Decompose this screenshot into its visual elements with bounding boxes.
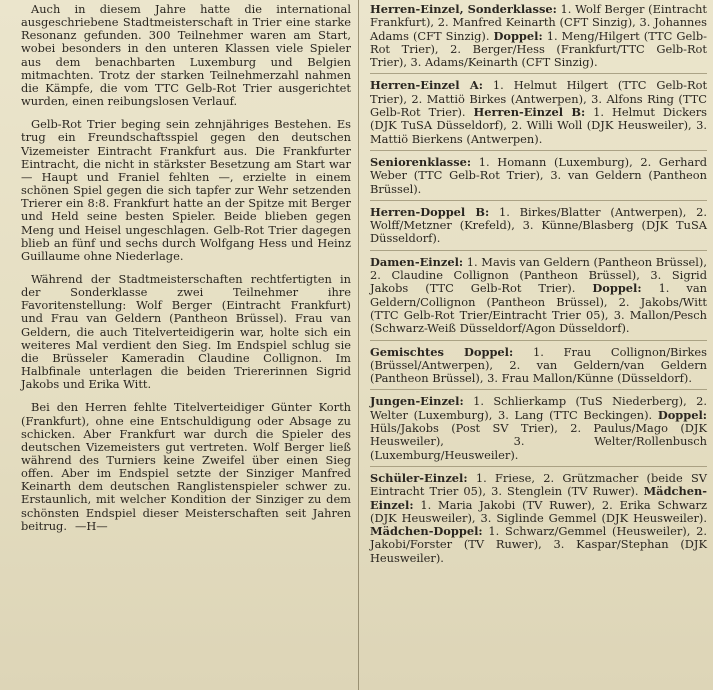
article-paragraph-sonderklasse: Während der Stadtmeisterschaften rechtfertigten in der Sonderklasse zwei Teilnehmer ihre Favoritenstellung: Wolf Berger (Eintracht Frankfurt) und Frau van Geldern (Pantheon Brüssel). Frau van Geldern, die auch Titelverteidigerin war, holte sich ein weiteres Mal verdient den Sieg. Im Endspiel schlug sie die Brüsseler Kameradin Claudine Collignon. Im Halbfinale unterlagen die beiden Triererinnen Sigrid Jakobs und Erika Witt.: [21, 271, 351, 392]
article-paragraph-herren: [21, 401, 351, 533]
result-herren-doppel-b: [370, 206, 707, 246]
category-label: Herren-Einzel B:: [473, 105, 586, 120]
category-label: Schüler-Einzel:: [370, 470, 468, 485]
section-rule: [370, 200, 707, 201]
result-herren-sonderklasse: [370, 3, 707, 69]
article-paragraph-anniversary: Gelb-Rot Trier beging sein zehnjähriges Bestehen. Es trug ein Freundschaftsspiel gegen den deutschen Vizemeister Eintracht Frankfurt aus. Die Frankfurter Eintracht, die nicht in stärkster Besetzung am Start war — Haupt und Franiel fehlten —, erzielte in einem schönen Spiel gegen die sich tapfer zur Wehr setzenden Trierer ein 8:8. Frankfurt hatte an der Spitze mit Berger und Held seine besten Spieler. Beide blieben gegen Meng und Heisel ungeschlagen. Gelb-Rot Trier dagegen blieb an fünf und sechs durch Wolfgang Hess und Heinz Guillaume ohne Niederlage.: [21, 117, 351, 263]
result-jungen: [370, 395, 707, 461]
result-text: 1. Frau Collignon/Birkes (Brüssel/Antwerpen), 2. van Geldern/van Geldern (Pantheon Brüssel), 3. Frau Mallon/Künne (Düsseldorf).: [370, 344, 707, 386]
section-rule: [370, 150, 707, 151]
result-text: 1. Schlierkamp (TuS Niederberg), 2. Welter (Luxemburg), 3. Lang (TTC Beckingen).: [370, 394, 707, 422]
results-column: [359, 0, 713, 690]
category-label: Gemischtes Doppel:: [370, 344, 514, 359]
category-label: Herren-Einzel, Sonderklasse:: [370, 2, 557, 16]
result-text: 1. van Geldern/Collignon (Pantheon Brüssel), 2. Jakobs/Witt (TTC Gelb-Rot Trier/Eintracht Trier 05), 3. Mallon/Pesch (Schwarz-Weiß Düsseldorf/Agon Düsseldorf).: [370, 281, 707, 336]
result-gemischtes-doppel: [370, 346, 707, 386]
result-text: 1. Helmut Dickers (DJK TuSA Düsseldorf), 2. Willi Woll (DJK Heusweiler), 3. Mattiö Bierkens (Antwerpen).: [370, 105, 708, 146]
result-text: 1. Homann (Luxemburg), 2. Gerhard Weber (TTC Gelb-Rot Trier), 3. van Geldern (Pantheon Brüssel).: [370, 154, 707, 196]
result-text: 1. Birkes/Blatter (Antwerpen), 2. Wolff/Metzner (Krefeld), 3. Künne/Blasberg (DJK TuSA Düsseldorf).: [370, 204, 708, 246]
category-label: Mädchen-Einzel:: [370, 484, 708, 512]
result-text: 1. Meng/Hilgert (TTC Gelb-Rot Trier), 2. Berger/Hess (Frankfurt/TTC Gelb-Rot Trier), 3. Adams/Keinarth (CFT Sinzig).: [370, 28, 707, 70]
result-text: 1. Wolf Berger (Eintracht Frankfurt), 2. Manfred Keinarth (CFT Sinzig), 3. Johannes Adams (CFT Sinzig).: [370, 2, 707, 43]
article-paragraph-herren-text: Bei den Herren fehlte Titelverteidiger Günter Korth (Frankfurt), ohne eine Entschuldigung oder Absage zu schicken. Aber Frankfurt war durch die Spieler des deutschen Vizemeisters gut vertreten. Wolf Berger ließ während des Turniers keine Zweifel über einen Sieg offen. Aber im Endspiel setzte der Sinziger Manfred Keinarth dem deutschen Ranglistenspieler schwer zu. Erstaunlich, mit welcher Kondition der Sinziger zu dem schönsten Endspiel dieser Meisterschaften seit Jahren beitrug.: [21, 400, 351, 533]
category-label: Damen-Einzel:: [370, 254, 464, 269]
section-rule: [370, 73, 707, 74]
article-paragraph-intro: Auch in diesem Jahre hatte die international ausgeschriebene Stadtmeisterschaft in Trier eine starke Resonanz gefunden. 300 Teilnehmer waren am Start, wobei besonders in den unteren Klassen viele Spieler aus dem benachbarten Luxemburg und Belgien mitmachten. Trotz der starken Teilnehmerzahl nahmen die Kämpfe, die vom TTC Gelb-Rot Trier ausgerichtet wurden, einen reibungslosen Verlauf.: [21, 2, 351, 109]
section-rule: [370, 389, 707, 390]
result-schueler-maedchen: [370, 472, 707, 565]
author-signature: —H—: [74, 518, 108, 533]
result-seniorenklasse: [370, 156, 707, 196]
section-rule: [370, 340, 707, 341]
category-label: Doppel:: [657, 407, 707, 422]
category-label: Mädchen-Doppel:: [370, 524, 483, 539]
result-herren-einzel-ab: [370, 79, 707, 145]
category-label: Seniorenklasse:: [370, 154, 472, 169]
result-text: Hüls/Jakobs (Post SV Trier), 2. Paulus/Mago (DJK Heusweiler), 3. Welter/Rollenbusch (Luxemburg/Heusweiler).: [370, 421, 707, 462]
category-label: Doppel:: [493, 28, 543, 43]
result-text: 1. Friese, 2. Grützmacher (beide SV Eintracht Trier 05), 3. Stenglein (TV Ruwer).: [370, 470, 708, 499]
result-text: 1. Helmut Hilgert (TTC Gelb-Rot Trier), 2. Mattiö Birkes (Antwerpen), 3. Alfons Ring (TTC Gelb-Rot Trier).: [370, 78, 708, 120]
section-rule: [370, 466, 707, 467]
section-rule: [370, 250, 707, 251]
result-text: 1. Schwarz/Gemmel (Heusweiler), 2. Jakobi/Forster (TV Ruwer), 3. Kaspar/Stephan (DJK Heusweiler).: [370, 524, 707, 565]
category-label: Doppel:: [592, 281, 642, 296]
category-label: Herren-Einzel A:: [370, 78, 483, 93]
result-damen: [370, 256, 707, 336]
result-text: 1. Mavis van Geldern (Pantheon Brüssel), 2. Claudine Collignon (Pantheon Brüssel), 3. Sigrid Jakobs (TTC Gelb-Rot Trier).: [370, 254, 707, 296]
result-text: 1. Maria Jakobi (TV Ruwer), 2. Erika Schwarz (DJK Heusweiler), 3. Siglinde Gemmel (DJK Heusweiler).: [370, 497, 708, 525]
category-label: Herren-Doppel B:: [370, 204, 490, 219]
category-label: Jungen-Einzel:: [370, 394, 464, 409]
